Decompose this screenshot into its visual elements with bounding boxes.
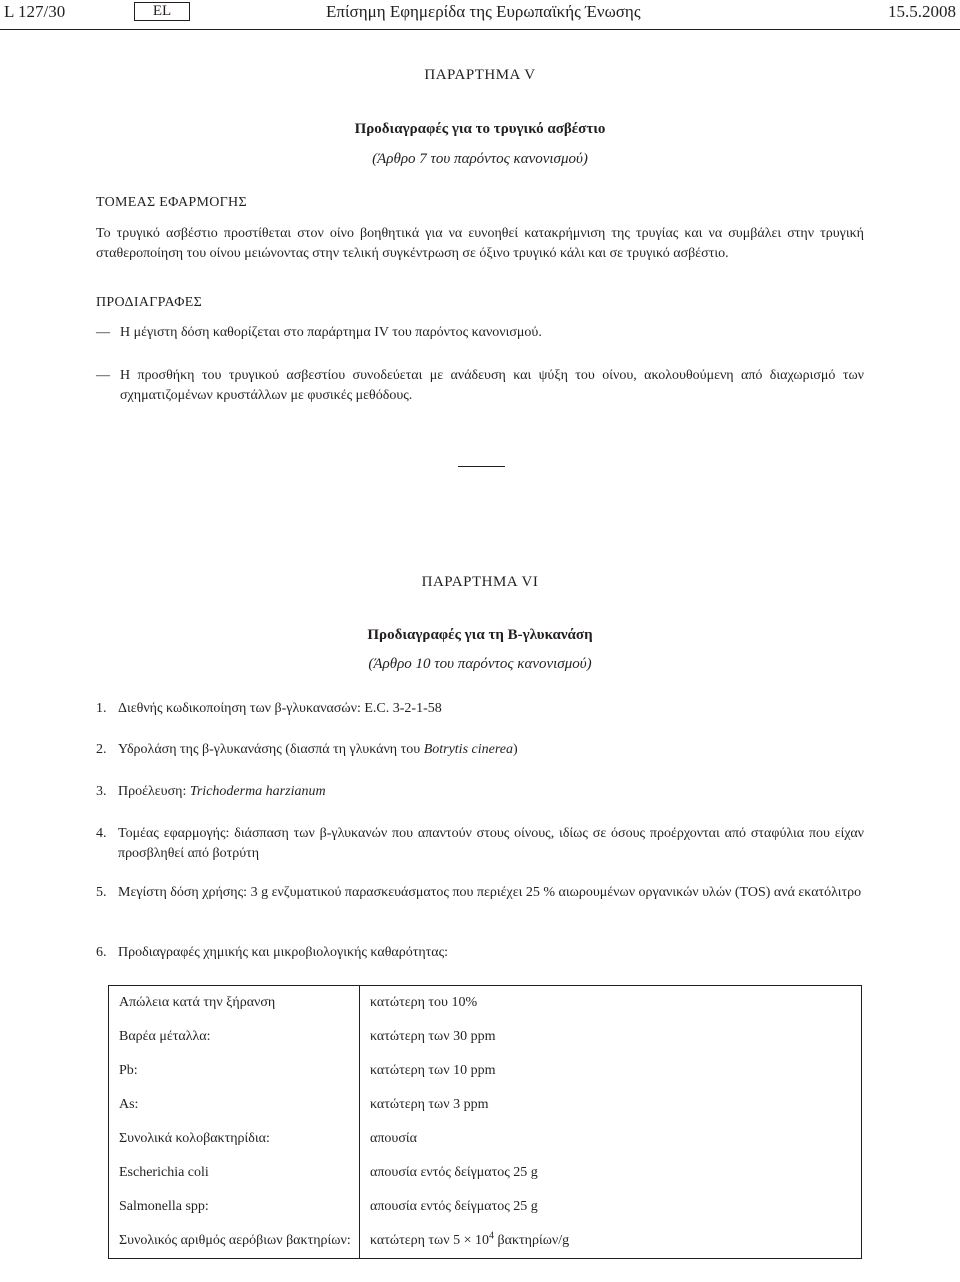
annex-v-title: Προδιαγραφές για το τρυγικό ασβέστιο xyxy=(354,121,606,137)
parameter-cell: Απώλεια κατά την ξήρανση xyxy=(119,995,276,1010)
item-text-part: Προέλευση: xyxy=(118,784,190,799)
value-cell: κατώτερη των 10 ppm xyxy=(360,1054,862,1088)
table-row xyxy=(109,1156,862,1190)
table-row xyxy=(109,1054,862,1088)
item-number: 1. xyxy=(96,701,107,716)
page-header xyxy=(0,2,960,28)
spec-item-text: Η μέγιστη δόση καθορίζεται στο παράρτημα IV του παρόντος κανονισμού. xyxy=(120,325,542,340)
numbered-item xyxy=(96,699,864,719)
item-text: Μεγίστη δόση χρήσης: 3 g ενζυματικού παρασκευάσματος που περιέχει 25 % αιωρουμένων οργανικών υλών (TOS) ανά εκατόλιτρο xyxy=(118,885,862,900)
value-text-part: βακτηρίων/g xyxy=(494,1233,570,1248)
parameter-cell: As: xyxy=(119,1097,139,1112)
section-separator xyxy=(458,466,505,467)
item-text-part: Υδρολάση της β-γλυκανάσης (διασπά τη γλυκάνη του xyxy=(118,742,424,757)
spec-item-text: Η προσθήκη του τρυγικού ασβεστίου συνοδεύεται με ανάδευση και ψύξη του οίνου, ακολουθούμενη από διαχωρισμό των σχηματιζομένων κρυστάλλων με φυσικές μεθόδους. xyxy=(120,368,864,403)
item-text: Διεθνής κωδικοποίηση των β-γλυκανασών: E.C. 3-2-1-58 xyxy=(118,701,442,716)
value-cell: κατώτερη των 3 ppm xyxy=(360,1088,862,1122)
numbered-item xyxy=(96,824,864,864)
value-text-part: κατώτερη των 5 × 10 xyxy=(370,1233,489,1248)
parameter-cell: Βαρέα μέταλλα: xyxy=(119,1029,211,1044)
item-number: 3. xyxy=(96,784,107,799)
item-text xyxy=(118,782,864,802)
value-cell: απουσία εντός δείγματος 25 g xyxy=(360,1190,862,1224)
purity-spec-table xyxy=(108,985,862,1259)
table-row xyxy=(109,1122,862,1156)
species-name: Botrytis cinerea xyxy=(423,742,513,757)
page-number: L 127/30 xyxy=(4,2,66,21)
language-badge: EL xyxy=(134,2,190,21)
parameter-cell: Συνολικός αριθμός αερόβιων βακτηρίων: xyxy=(119,1233,351,1248)
table-row xyxy=(109,1020,862,1054)
table-row xyxy=(109,1088,862,1122)
annex-v-label: ΠΑΡΑΡΤΗΜΑ V xyxy=(424,67,536,83)
parameter-cell: Συνολικά κολοβακτηρίδια: xyxy=(119,1131,270,1146)
item-number: 5. xyxy=(96,885,107,900)
item-number: 2. xyxy=(96,742,107,757)
parameter-cell: Salmonella spp: xyxy=(119,1199,209,1214)
item-number: 4. xyxy=(96,826,107,841)
annex-vi-title: Προδιαγραφές για τη Β-γλυκανάση xyxy=(367,627,593,643)
value-cell: κατώτερη του 10% xyxy=(360,986,862,1021)
item-text xyxy=(118,740,864,760)
value-cell: απουσία xyxy=(360,1122,862,1156)
publication-date: 15.5.2008 xyxy=(888,2,956,21)
dash-marker: — xyxy=(96,368,110,383)
numbered-item xyxy=(96,740,864,760)
specifications-heading: ΠΡΟΔΙΑΓΡΑΦΕΣ xyxy=(96,295,203,310)
spec-item xyxy=(96,366,864,406)
item-text: Προδιαγραφές χημικής και μικροβιολογικής καθαρότητας: xyxy=(118,945,449,960)
scope-heading: ΤΟΜΕΑΣ ΕΦΑΡΜΟΓΗΣ xyxy=(96,195,247,210)
item-text: Τομέας εφαρμογής: διάσπαση των β-γλυκανών που απαντούν στους οίνους, ιδίως σε όσους προέρχονται από σταφύλια που είχαν προσβληθεί από βοτρύτη xyxy=(118,826,864,861)
numbered-item xyxy=(96,943,864,963)
value-cell xyxy=(360,1224,862,1259)
table-row xyxy=(109,1190,862,1224)
exponent: 4 xyxy=(489,1230,494,1242)
table-row xyxy=(109,986,862,1021)
scope-paragraph xyxy=(96,224,864,264)
numbered-item xyxy=(96,883,864,923)
item-text-part: ) xyxy=(512,742,518,757)
scope-line-1: Το τρυγικό ασβέστιο προστίθεται στον οίνο βοηθητικά για να ευνοηθεί κατακρήμνιση της τρυγίας και να συμβάλει στην τρυγική xyxy=(96,226,864,241)
species-name: Trichoderma harzianum xyxy=(189,784,326,799)
header-divider xyxy=(0,29,960,30)
value-cell: κατώτερη των 30 ppm xyxy=(360,1020,862,1054)
value-cell: απουσία εντός δείγματος 25 g xyxy=(360,1156,862,1190)
table-row xyxy=(109,1224,862,1259)
annex-vi-label: ΠΑΡΑΡΤΗΜΑ VI xyxy=(421,574,539,590)
scope-line-2: σταθεροποίηση του οίνου μειώνοντας στην τελική συγκέντρωση σε όξινο τρυγικό κάλι και σε τρυγικό ασβέστιο. xyxy=(96,246,729,261)
dash-marker: — xyxy=(96,325,110,340)
parameter-cell: Escherichia coli xyxy=(119,1165,209,1180)
item-number: 6. xyxy=(96,945,107,960)
spec-item xyxy=(96,323,864,343)
annex-v-article: (Άρθρο 7 του παρόντος κανονισμού) xyxy=(372,151,588,167)
parameter-cell: Pb: xyxy=(119,1063,138,1078)
annex-vi-article: (Άρθρο 10 του παρόντος κανονισμού) xyxy=(368,656,592,672)
numbered-item xyxy=(96,782,864,802)
journal-title: Επίσημη Εφημερίδα της Ευρωπαϊκής Ένωσης xyxy=(326,2,641,21)
